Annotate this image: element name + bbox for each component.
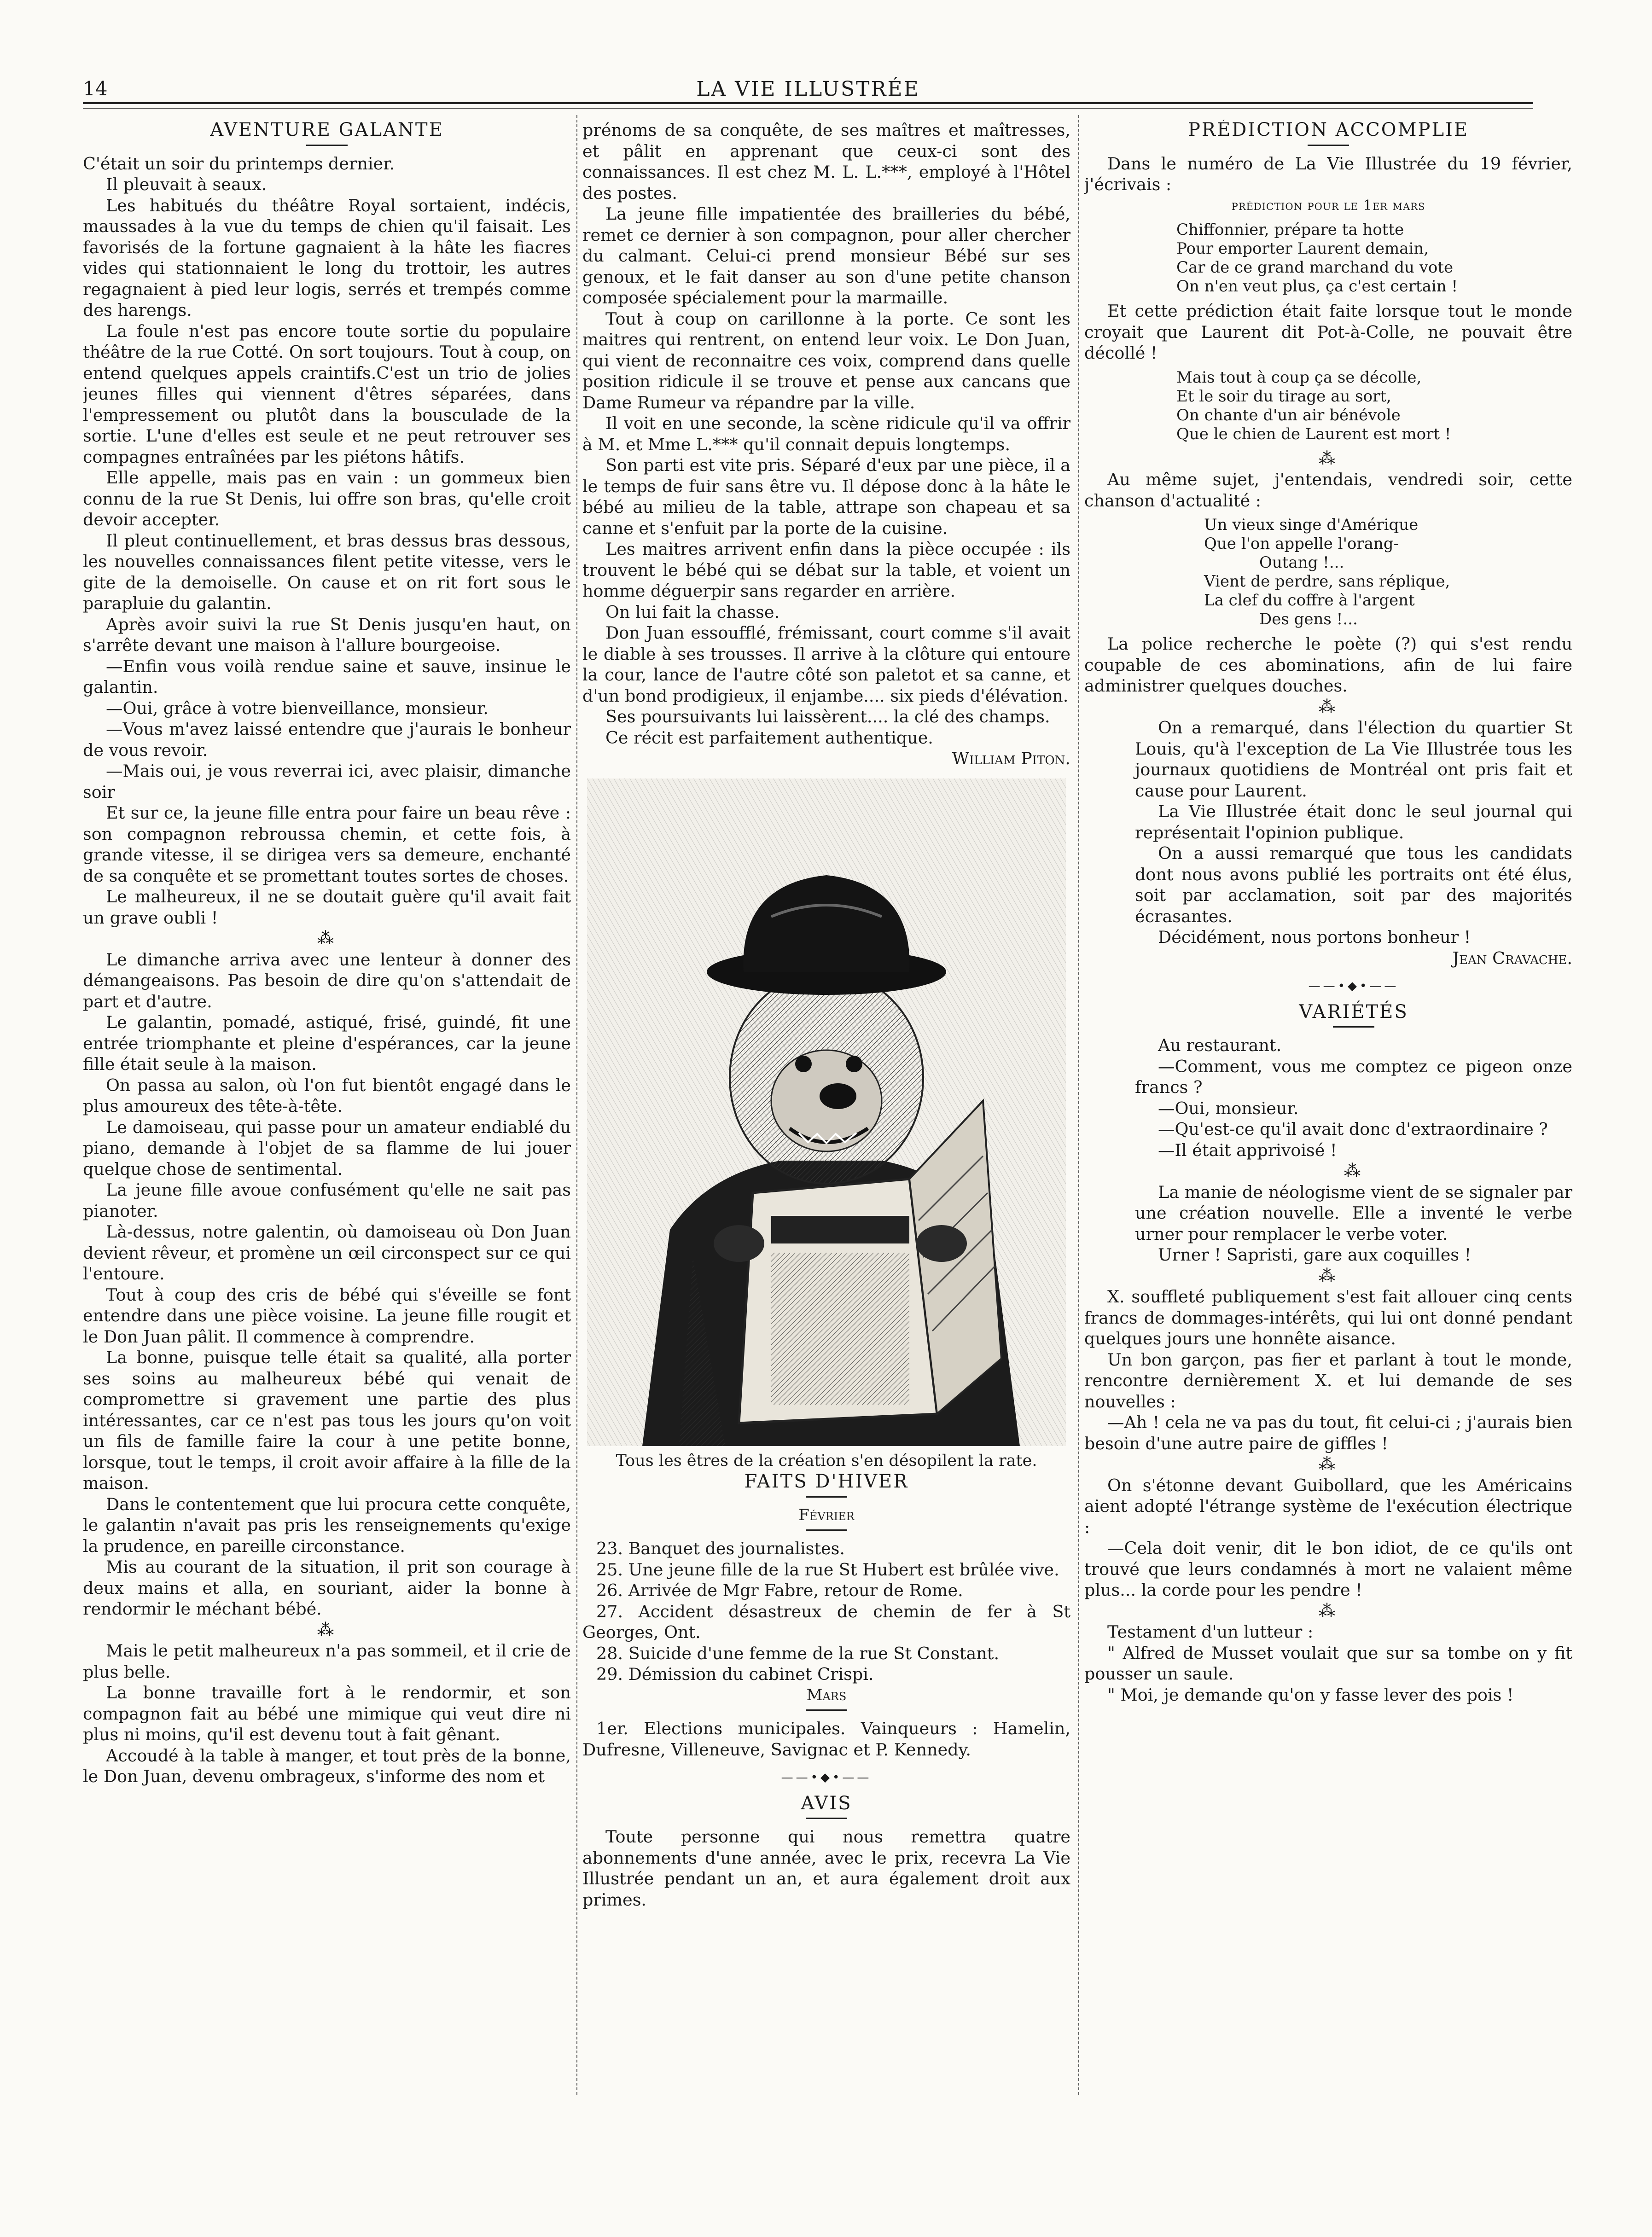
- list-item: 29. Démission du cabinet Crispi.: [596, 1664, 874, 1684]
- paragraph: La jeune fille impatientée des brailleries du bébé, remet ce dernier à son compagnon, pour aller chercher du calmant. Celui-ci prend monsieur Bébé sur ses genoux, et le fait danser au son d'une petite chanson composée spécialement pour la marmaille.: [582, 204, 1070, 308]
- paragraph: Le damoiseau, qui passe pour un amateur endiablé du piano, demande à l'objet de sa flamme de lui jouer quelque chose de sentimental.: [83, 1117, 571, 1179]
- paragraph: Son parti est vite pris. Séparé d'eux par une pièce, il a le temps de fuir sans être vu. Il dépose donc à la hâte le bébé au milieu de la table, attrape son chapeau et sa canne et s'enfuit par la porte de la cuisine.: [582, 455, 1070, 538]
- paragraph: Il voit en une seconde, la scène ridicule qu'il va offrir à M. et Mme L.*** qu'il connait depuis longtemps.: [582, 413, 1070, 454]
- paragraph: La jeune fille avoue confusément qu'elle ne sait pas pianoter.: [83, 1180, 571, 1221]
- title-rule: [1308, 145, 1349, 146]
- header-rule: [83, 102, 1533, 104]
- paragraph: Le dimanche arriva avec une lenteur à donner des démangeaisons. Pas besoin de dire qu'on s'attendait de part et d'autre.: [83, 949, 571, 1011]
- paragraph: On lui fait la chasse.: [605, 602, 780, 622]
- paragraph: On a aussi remarqué que tous les candidats dont nous avons publié les portraits ont été élus, soit par acclamation, soit par des majorités écrasantes.: [1135, 843, 1572, 926]
- paragraph: —Qu'est-ce qu'il avait donc d'extraordinaire ?: [1158, 1119, 1548, 1139]
- ornament-divider: ——•◆•——: [1308, 979, 1399, 993]
- mars-list: [582, 1718, 1070, 1760]
- verse-line: On n'en veut plus, ça c'est certain !: [1176, 277, 1458, 296]
- verse-line: La clef du coffre à l'argent: [1204, 591, 1415, 610]
- paragraph: La bonne travaille fort à le rendormir, et son compagnon fait au bébé une mimique qui veut dire ni plus ni moins, qu'il est devenu tout à fait gênant.: [83, 1683, 571, 1744]
- paragraph: —Enfin vous voilà rendue saine et sauve, insinue le galantin.: [83, 656, 571, 697]
- engraving-illustration: [587, 779, 1066, 1446]
- paragraph: Il pleut continuellement, et bras dessus bras dessous, les nouvelles connaissances filent petite vitesse, vers le gite de la demoiselle. On cause et on rit fort sous le parapluie du galantin.: [83, 530, 571, 613]
- title-rule: [1333, 1026, 1374, 1028]
- column-3: [1084, 120, 1572, 2113]
- paragraph: —Mais oui, je vous reverrai ici, avec plaisir, dimanche soir: [83, 761, 571, 802]
- verse-line: Outang !...: [1259, 553, 1344, 572]
- poem-title: prédiction pour le 1er mars: [1231, 197, 1425, 214]
- paragraph: Don Juan essoufflé, frémissant, court comme s'il avait le diable à ses trousses. Il arrive à la clôture qui entoure la cour, lance de l'autre côté son paletot et sa canne, et d'un bond prodigieux, il enjambe.... six pieds d'élévation.: [582, 623, 1070, 706]
- month-rule: [806, 1709, 847, 1711]
- paragraph: La police recherche le poète (?) qui s'est rendu coupable de ces abominations, afin de lui faire administrer quelques douches.: [1084, 634, 1572, 696]
- list-item: 28. Suicide d'une femme de la rue St Constant.: [596, 1643, 1000, 1663]
- paragraph: Mais le petit malheureux n'a pas sommeil, et il crie de plus belle.: [83, 1641, 571, 1682]
- list-item: 27. Accident désastreux de chemin de fer à St Georges, Ont.: [582, 1601, 1070, 1642]
- verse-line: Pour emporter Laurent demain,: [1176, 239, 1429, 258]
- asterism: ⁂: [1344, 1162, 1363, 1180]
- author-signature: Jean Cravache.: [1452, 948, 1572, 968]
- verse-line: Chiffonnier, prépare ta hotte: [1176, 221, 1404, 239]
- hand-right: [916, 1225, 967, 1262]
- paragraph: Accoudé à la table à manger, et tout près de la bonne, le Don Juan, devenu ombrageux, s'informe des nom et: [83, 1745, 571, 1786]
- header-rule-thin: [83, 108, 1533, 109]
- paragraph: C'était un soir du printemps dernier.: [83, 153, 395, 174]
- verse-line: Que l'on appelle l'orang-: [1204, 535, 1399, 553]
- hand-left: [714, 1225, 764, 1262]
- paragraph: —Oui, monsieur.: [1158, 1098, 1299, 1118]
- paragraph: Mis au courant de la situation, il prit son courage à deux mains et alla, en souriant, aider la bonne à rendormir le méchant bébé.: [83, 1557, 571, 1619]
- paragraph: Ce récit est parfaitement authentique.: [605, 727, 933, 748]
- asterism: ⁂: [1319, 697, 1338, 716]
- article-body-3: [83, 1640, 571, 1787]
- paragraph: La foule n'est pas encore toute sortie du populaire théâtre de la rue Cotté. On sort toujours. Tout à coup, on entend quelques appels craintifs.C'est un trio de jolies jeunes filles qui viennent d'êtres séparées, dans l'empressement ou plutôt dans la bousculade de la sortie. L'une d'elles est seule et ne peut retrouver ses compagnes entraînées par les piétons hâtifs.: [83, 321, 571, 467]
- paragraph: —Vous m'avez laissé entendre que j'aurais le bonheur de vous revoir.: [83, 719, 571, 760]
- paragraph: La Vie Illustrée était donc le seul journal qui représentait l'opinion publique.: [1135, 802, 1572, 843]
- section-title-faits: FAITS D'HIVER: [744, 1471, 909, 1492]
- month-heading: Mars: [806, 1685, 847, 1704]
- poem-verse: [1084, 368, 1572, 444]
- list-item: 26. Arrivée de Mgr Fabre, retour de Rome.: [596, 1580, 963, 1600]
- paragraph: Les maitres arrivent enfin dans la pièce occupée : ils trouvent le bébé qui se débat sur la table, et voient un homme déguerpir sans regarder en arrière.: [582, 539, 1070, 601]
- section-title-avis: AVIS: [801, 1792, 852, 1814]
- paragraph: Dans le numéro de La Vie Illustrée du 19 février, j'écrivais :: [1084, 153, 1572, 194]
- paragraph: Dans le contentement que lui procura cette conquête, le galantin n'avait pas pris les renseignements qu'exige la prudence, en pareille circonstance.: [83, 1494, 571, 1556]
- section-title-prediction: PRÉDICTION ACCOMPLIE: [1187, 120, 1469, 140]
- paragraph: Décidément, nous portons bonheur !: [1158, 927, 1471, 947]
- verse-line: Et le soir du tirage au sort,: [1176, 387, 1391, 406]
- page-header: [83, 77, 1533, 110]
- verse-line: Que le chien de Laurent est mort !: [1176, 424, 1451, 443]
- paragraph: On a remarqué, dans l'élection du quartier St Louis, qu'à l'exception de La Vie Illustrée tous les journaux quotidiens de Montréal ont pris fait et cause pour Laurent.: [1135, 718, 1572, 801]
- article-body-2: [83, 949, 571, 1620]
- verse-line: Un vieux singe d'Amérique: [1204, 516, 1419, 534]
- list-item: 25. Une jeune fille de la rue St Hubert est brûlée vive.: [596, 1559, 1059, 1580]
- paragraph: prénoms de sa conquête, de ses maîtres et maîtresses, et pâlit en apprenant que ceux-ci sont des connaissances. Il est chez M. L. L.***, employé à l'Hôtel des postes.: [582, 120, 1070, 203]
- paragraph: X. souffleté publiquement s'est fait allouer cinq cents francs de dommages-intérêts, qui lui ont donné pendant quelques jours une honnête aisance.: [1084, 1287, 1572, 1348]
- column-2: [582, 120, 1070, 2113]
- month-rule: [806, 1529, 847, 1531]
- illustration-caption: Tous les êtres de la création s'en désopilent la rate.: [616, 1451, 1037, 1470]
- paragraph: Et sur ce, la jeune fille entra pour faire un beau rêve : son compagnon rebroussa chemin, et cette fois, à grande vitesse, il se dirigea vers sa demeure, enchanté de sa conquête et se promettant toutes sortes de choses.: [83, 803, 571, 886]
- paragraph: —Comment, vous me comptez ce pigeon onze francs ?: [1135, 1056, 1572, 1097]
- paragraph: Testament d'un lutteur :: [1107, 1622, 1314, 1642]
- poem-verse: [1084, 516, 1572, 629]
- paragraph: Il pleuvait à seaux.: [106, 174, 267, 194]
- nose: [820, 1083, 856, 1109]
- paragraph: Le galantin, pomadé, astiqué, frisé, guindé, fit une entrée triomphante et pleine d'espérances, car la jeune fille était seule à la maison.: [83, 1012, 571, 1074]
- page-number: 14: [83, 77, 108, 100]
- asterism: ⁂: [1319, 1266, 1338, 1285]
- asterism: ⁂: [317, 929, 337, 948]
- title-rule: [306, 145, 348, 146]
- paragraph: " Moi, je demande qu'on y fasse lever des pois !: [1107, 1685, 1514, 1705]
- title-rule: [806, 1818, 847, 1819]
- column-divider: [1078, 115, 1079, 2095]
- paragraph: Au même sujet, j'entendais, vendredi soir, cette chanson d'actualité :: [1084, 470, 1572, 511]
- list-item: 1er. Elections municipales. Vainqueurs : Hamelin, Dufresne, Villeneuve, Savignac et P. Kennedy.: [582, 1719, 1070, 1760]
- eye-right: [846, 1056, 862, 1072]
- paragraph: Ses poursuivants lui laissèrent.... la clé des champs.: [605, 707, 1050, 726]
- paragraph: Là-dessus, notre galentin, où damoiseau où Don Juan devient rêveur, et promène un œil circonspect sur ce qui l'entoure.: [83, 1222, 571, 1284]
- column-1: [83, 120, 571, 2113]
- paragraph: Après avoir suivi la rue St Denis jusqu'en haut, on s'arrête devant une maison à l'allure bourgeoise.: [83, 614, 571, 655]
- paragraph: Au restaurant.: [1158, 1035, 1282, 1055]
- journal-title: LA VIE ILLUSTRÉE: [696, 77, 920, 101]
- paragraph: La manie de néologisme vient de se signaler par une création nouvelle. Elle a inventé le verbe urner pour remplacer le verbe voter.: [1135, 1182, 1572, 1244]
- ornament-divider: ——•◆•——: [781, 1771, 872, 1784]
- verse-line: On chante d'un air bénévole: [1176, 406, 1401, 424]
- paragraph: Tout à coup des cris de bébé qui s'éveille se font entendre dans une pièce voisine. La jeune fille rougit et le Don Juan pâlit. Il commence à comprendre.: [83, 1284, 571, 1347]
- fevrier-list: [582, 1538, 1070, 1685]
- eye-left: [795, 1056, 812, 1072]
- article-title: AVENTURE GALANTE: [210, 120, 444, 140]
- list-item: 23. Banquet des journalistes.: [596, 1539, 845, 1558]
- asterism: ⁂: [1319, 1455, 1338, 1474]
- paragraph: —Ah ! cela ne va pas du tout, fit celui-ci ; j'aurais bien besoin d'une autre paire de giffles !: [1084, 1412, 1572, 1453]
- paragraph: On passa au salon, où l'on fut bientôt engagé dans le plus amoureux des tête-à-tête.: [83, 1075, 571, 1116]
- poem-verse: [1084, 221, 1572, 296]
- verse-line: Des gens !...: [1259, 610, 1358, 628]
- column-divider: [576, 115, 577, 2095]
- paragraph: —Oui, grâce à votre bienveillance, monsieur.: [106, 698, 489, 718]
- indented-block: [1084, 717, 1572, 1266]
- section-title-varietes: VARIÉTÉS: [1299, 1001, 1408, 1023]
- author-signature: William Piton.: [952, 749, 1070, 768]
- paragraph: Tout à coup on carillonne à la porte. Ce sont les maitres qui rentrent, on entend leur voix. Le Don Juan, qui vient de reconnaitre ces voix, comprend dans quelle position ridicule il se trouve et pense aux cancans que Dame Rumeur va répandre par la ville.: [582, 308, 1070, 413]
- paragraph: Le malheureux, il ne se doutait guère qu'il avait fait un grave oubli !: [83, 887, 571, 928]
- asterism: ⁂: [1319, 449, 1338, 468]
- verse-line: Mais tout à coup ça se décolle,: [1176, 368, 1422, 387]
- paragraph: —Il était apprivoisé !: [1158, 1140, 1337, 1160]
- paragraph: Les habitués du théâtre Royal sortaient, indécis, maussades à la vue du temps de chien qu'il faisait. Les favorisés de la fortune gagnaient à la hâte les fiacres vides qui stationnaient le long du trottoir, les autres regagnaient à pied leur logis, serrés et trempés comme des harengs.: [83, 195, 571, 320]
- article-body: [83, 153, 571, 929]
- paragraph: Elle appelle, mais pas en vain : un gommeux bien connu de la rue St Denis, lui offre son bras, qu'elle croit devoir accepter.: [83, 468, 571, 529]
- title-rule: [806, 1496, 847, 1498]
- verse-line: Car de ce grand marchand du vote: [1176, 258, 1454, 277]
- newspaper-masthead: [771, 1216, 909, 1243]
- verse-line: Vient de perdre, sans réplique,: [1204, 572, 1450, 591]
- month-heading: Février: [798, 1505, 855, 1524]
- paragraph: —Cela doit venir, dit le bon idiot, de ce qu'ils ont trouvé que leurs condamnés à mort ne valaient même plus... la corde pour les pendre !: [1084, 1538, 1572, 1600]
- asterism: ⁂: [317, 1620, 337, 1639]
- paragraph: On s'étonne devant Guibollard, que les Américains aient adopté l'étrange système de l'exécution électrique :: [1084, 1475, 1572, 1537]
- asterism: ⁂: [1319, 1601, 1338, 1621]
- paragraph: La bonne, puisque telle était sa qualité, alla porter ses soins au malheureux bébé qui venait de compromettre si gravement une partie des plus intéressantes, car ce n'est pas tous les jours qu'on voit un fils de famille faire la cour à une petite bonne, lorsque, tout le temps, il croit avoir affaire à la fille de la maison.: [83, 1348, 571, 1493]
- avis-paragraph: Toute personne qui nous remettra quatre abonnements d'une année, avec le prix, recevra La Vie Illustrée pendant un an, et aura également droit aux primes.: [582, 1827, 1070, 1910]
- paragraph: Un bon garçon, pas fier et parlant à tout le monde, rencontre dernièrement X. et lui demande de ses nouvelles :: [1084, 1349, 1572, 1412]
- paragraph: Urner ! Sapristi, gare aux coquilles !: [1158, 1245, 1472, 1265]
- paragraph: " Alfred de Musset voulait que sur sa tombe on y fit pousser un saule.: [1084, 1643, 1572, 1684]
- paragraph: Et cette prédiction était faite lorsque tout le monde croyait que Laurent dit Pot-à-Colle, ne pouvait être décollé !: [1084, 301, 1572, 363]
